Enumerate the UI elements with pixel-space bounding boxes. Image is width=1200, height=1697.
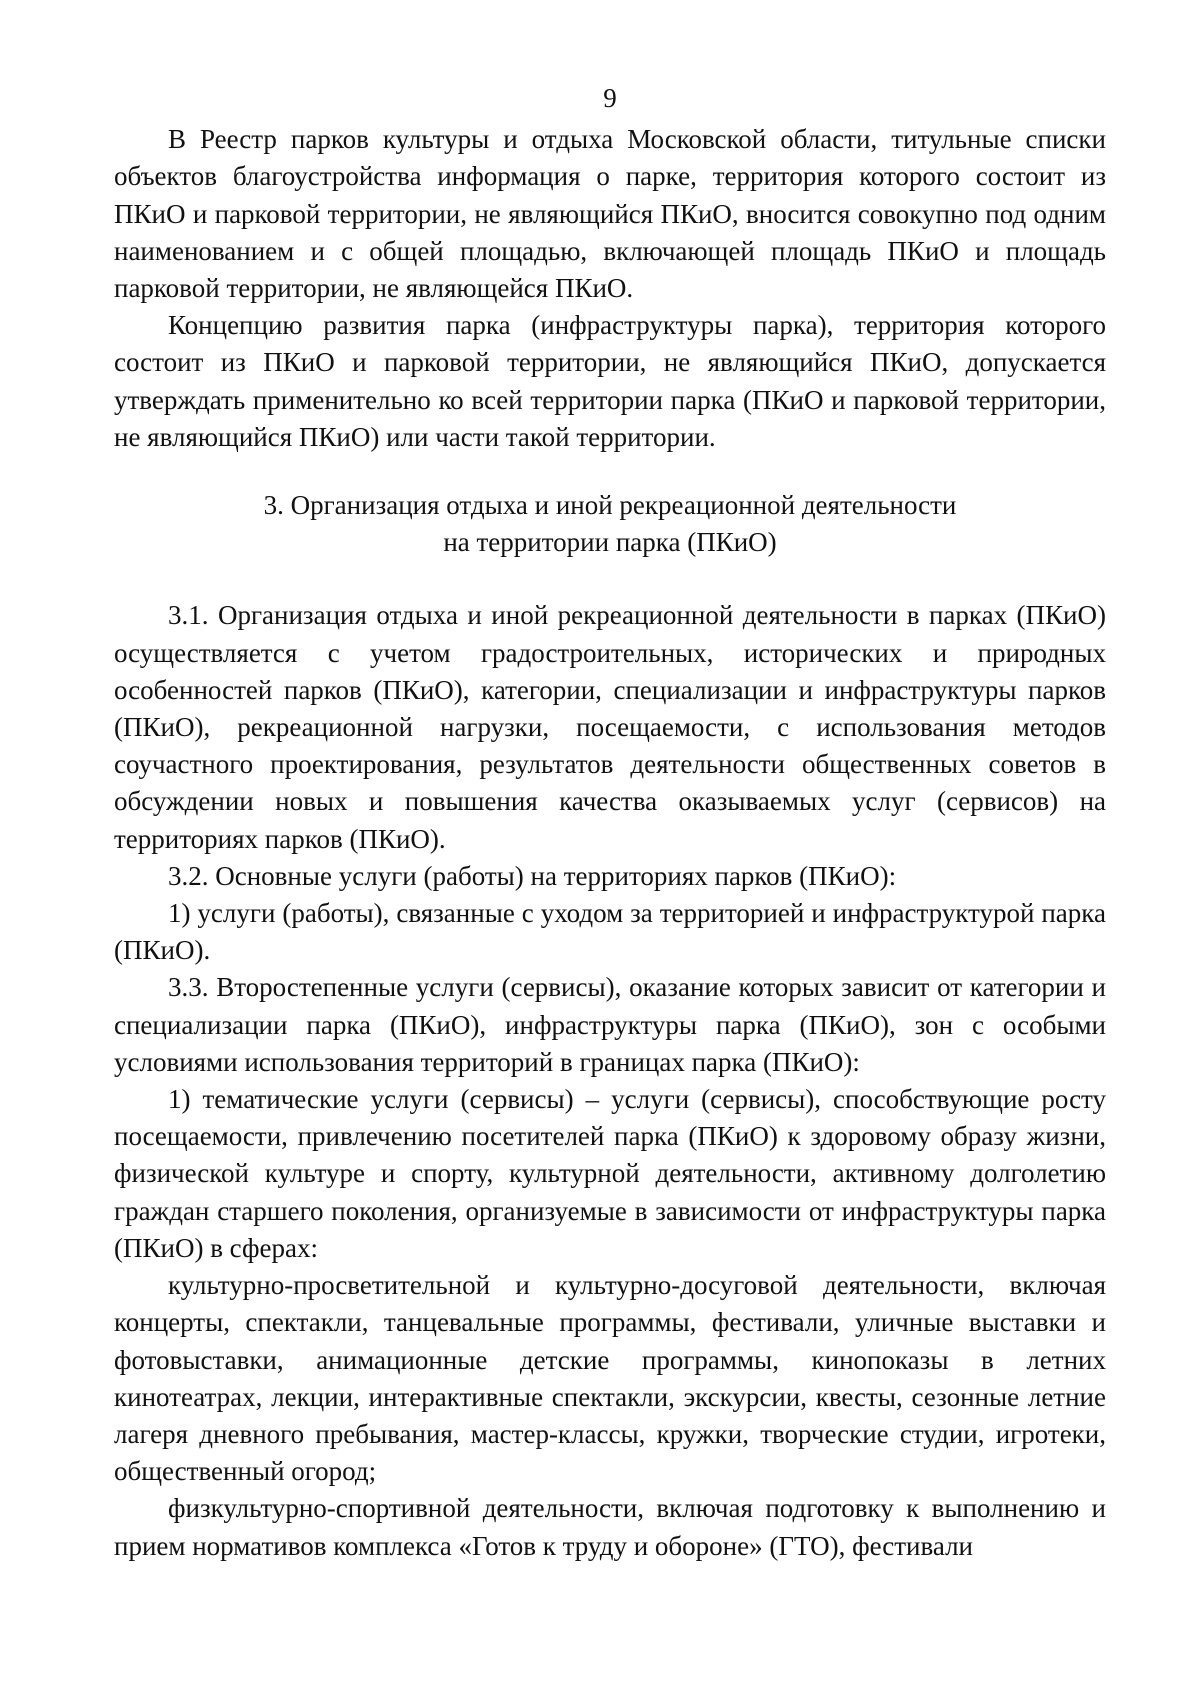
section-heading xyxy=(114,487,1106,561)
paragraph-3-3-item-1: 1) тематические услуги (сервисы) – услуги (сервисы), способствующие росту посещаемости, привлечению посетителей парка (ПКиО) к здоровому образу жизни, физической культуре и спорту, культурной деятельности, активному долголетию граждан старшего поколения, организуемые в зависимости от инфраструктуры парка (ПКиО) в сферах: xyxy=(114,1084,1106,1263)
paragraph-sports-activities: физкультурно-спортивной деятельности, включая подготовку к выполнению и прием нормативов комплекса «Готов к труду и обороне» (ГТО), фестивали xyxy=(114,1493,1106,1561)
paragraph-cultural-activities: культурно-просветительной и культурно-досуговой деятельности, включая концерты, спектакли, танцевальные программы, фестивали, уличные выставки и фотовыставки, анимационные детские программы, кинопоказы в летних кинотеатрах, лекции, интерактивные спектакли, экскурсии, квесты, сезонные летние лагеря дневного пребывания, мастер-классы, кружки, творческие студии, игротеки, общественный огород; xyxy=(114,1270,1106,1487)
paragraph-3-2: 3.2. Основные услуги (работы) на территориях парков (ПКиО): xyxy=(168,860,897,891)
page-number: 9 xyxy=(603,83,617,113)
paragraph-3-3: 3.3. Второстепенные услуги (сервисы), оказание которых зависит от категории и специализации парка (ПКиО), инфраструктуры парка (ПКиО), зон с особыми условиями использования территорий в границах парка (ПКиО): xyxy=(114,972,1106,1077)
paragraph-registry: В Реестр парков культуры и отдыха Московской области, титульные списки объектов благоустройства информация о парке, территория которого состоит из ПКиО и парковой территории, не являющийся ПКиО, вносится совокупно под одним наименованием и с общей площадью, включающей площадь ПКиО и площадь парковой территории, не являющейся ПКиО. xyxy=(114,124,1106,304)
section-heading-line2: на территории парка (ПКиО) xyxy=(443,527,777,558)
paragraph-concept: Концепцию развития парка (инфраструктуры парка), территория которого состоит из ПКиО и парковой территории, не являющийся ПКиО, допускается утверждать применительно ко всей территории парка (ПКиО и парковой территории, не являющийся ПКиО) или части такой территории. xyxy=(114,310,1106,452)
paragraph-3-1: 3.1. Организация отдыха и иной рекреационной деятельности в парках (ПКиО) осуществляется с учетом градостроительных, исторических и природных особенностей парков (ПКиО), категории, специализации и инфраструктуры парков (ПКиО), рекреационной нагрузки, посещаемости, с использования методов соучастного проектирования, результатов деятельности общественных советов в обсуждении новых и повышения качества оказываемых услуг (сервисов) на территориях парков (ПКиО). xyxy=(114,600,1106,854)
paragraph-3-2-item-1: 1) услуги (работы), связанные с уходом за территорией и инфраструктурой парка (ПКиО). xyxy=(114,898,1106,966)
section-heading-line1: 3. Организация отдыха и иной рекреационной деятельности xyxy=(263,490,957,521)
